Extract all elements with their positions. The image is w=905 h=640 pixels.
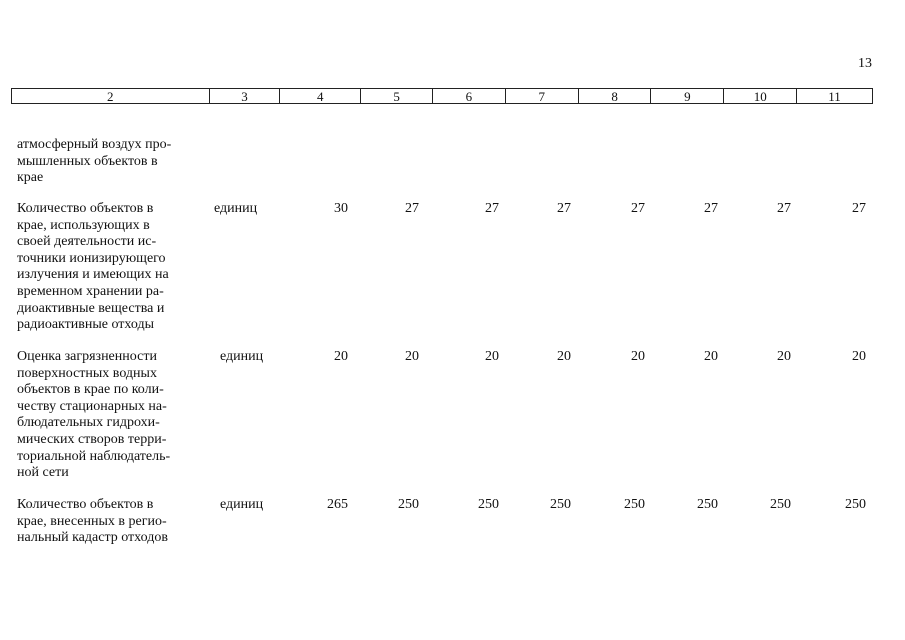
- value-cell: 30: [334, 201, 348, 216]
- value-cell: 20: [557, 349, 571, 364]
- column-header: 2: [12, 89, 210, 103]
- value-cell: 250: [624, 497, 645, 512]
- value-cell: 27: [777, 201, 791, 216]
- column-header: 4: [280, 89, 361, 103]
- row-description: Количество объектов в крае, внесенных в регио- нальный кадастр отходов: [17, 497, 168, 546]
- value-cell: 27: [557, 201, 571, 216]
- value-cell: 250: [478, 497, 499, 512]
- column-header: 7: [506, 89, 579, 103]
- value-cell: 20: [405, 349, 419, 364]
- value-cell: 20: [852, 349, 866, 364]
- value-cell: 20: [631, 349, 645, 364]
- value-cell: 250: [697, 497, 718, 512]
- value-cell: 20: [485, 349, 499, 364]
- value-cell: 250: [845, 497, 866, 512]
- table-header-row: [11, 88, 873, 104]
- value-cell: 27: [852, 201, 866, 216]
- column-header: 5: [361, 89, 433, 103]
- value-cell: 250: [398, 497, 419, 512]
- row-description: Оценка загрязненности поверхностных водных объектов в крае по коли- честву стационарных на- блюдательных гидрохи- мических створов терри- ториальной наблюдатель- ной сети: [17, 349, 171, 481]
- column-header: 11: [828, 89, 841, 104]
- row-unit: единиц: [220, 497, 264, 512]
- value-cell: 20: [777, 349, 791, 364]
- value-cell: 250: [770, 497, 791, 512]
- value-cell: 20: [704, 349, 718, 364]
- value-cell: 250: [550, 497, 571, 512]
- row-unit: единиц: [214, 201, 258, 216]
- column-header: 3: [210, 89, 281, 103]
- value-cell: 27: [405, 201, 419, 216]
- row-description: Количество объектов в крае, использующих в своей деятельности ис- точники ионизирующего излучения и имеющих на временном хранении ра- диоактивные вещества и радиоактивные отходы: [17, 201, 169, 333]
- value-cell: 27: [631, 201, 645, 216]
- page-number: 13: [858, 56, 872, 71]
- column-header: 6: [433, 89, 506, 103]
- row-description: атмосферный воздух про- мышленных объектов в крае: [17, 137, 172, 186]
- value-cell: 265: [327, 497, 348, 512]
- column-header: 10: [724, 89, 797, 103]
- value-cell: 27: [485, 201, 499, 216]
- row-unit: единиц: [220, 349, 264, 364]
- value-cell: 27: [704, 201, 718, 216]
- value-cell: 20: [334, 349, 348, 364]
- column-header: 8: [579, 89, 652, 103]
- column-header: 9: [651, 89, 724, 103]
